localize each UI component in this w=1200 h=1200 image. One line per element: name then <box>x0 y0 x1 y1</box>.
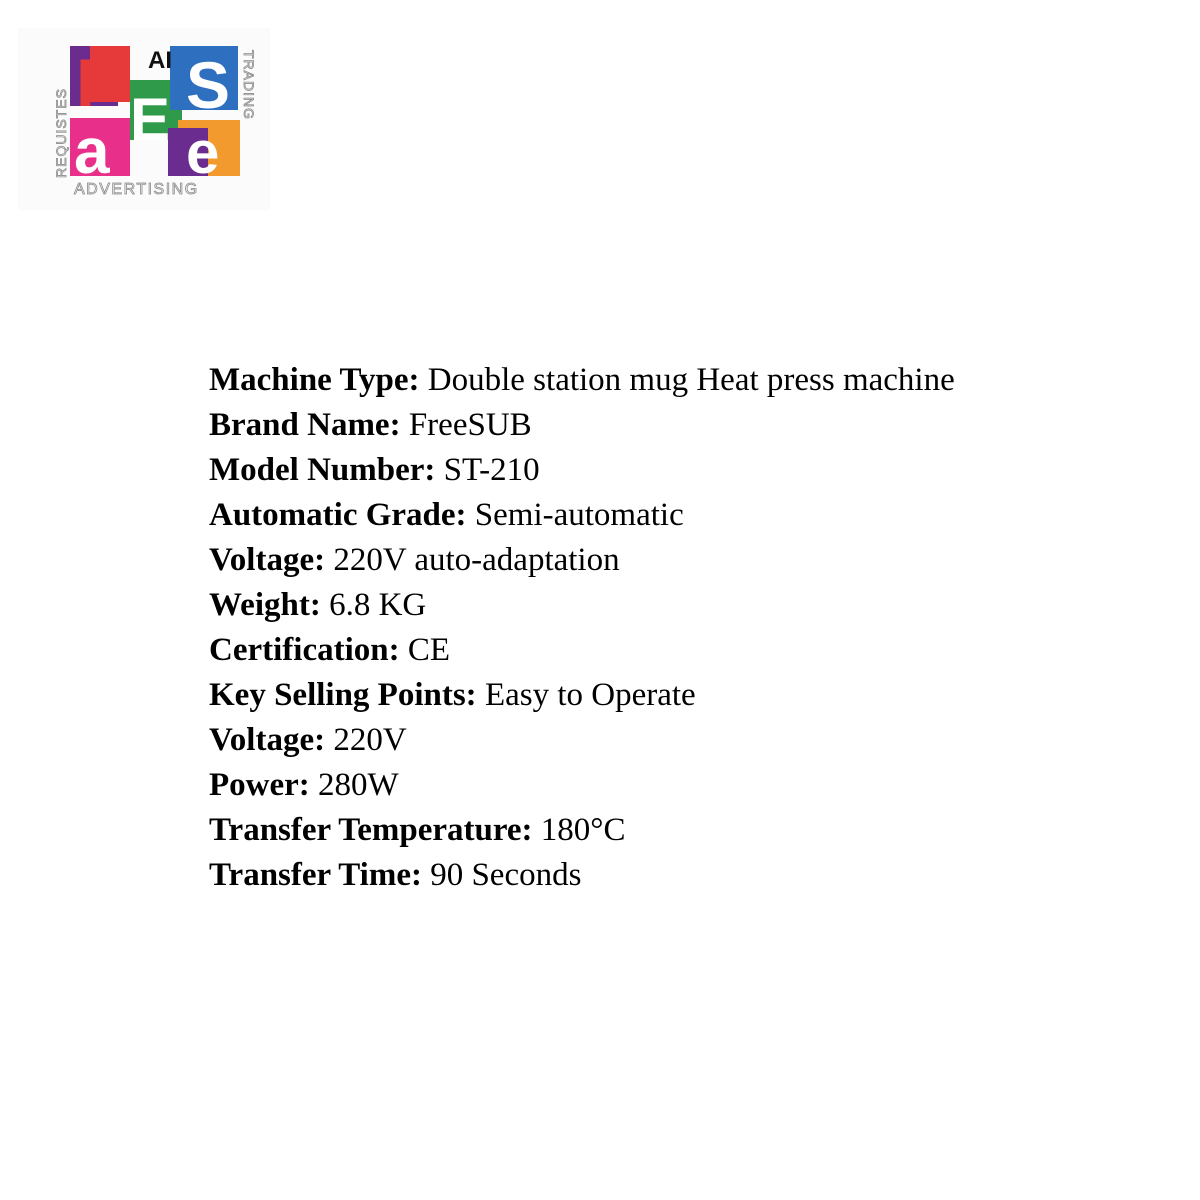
spec-label: Certification: <box>209 632 400 668</box>
spec-value: 180°C <box>532 812 626 848</box>
spec-row <box>209 403 1109 448</box>
spec-list <box>209 358 1109 898</box>
spec-value: CE <box>399 632 451 668</box>
brand-logo <box>18 28 270 210</box>
spec-row <box>209 853 1109 898</box>
spec-label: Model Number: <box>209 452 436 488</box>
logo-letter-a: a <box>74 115 110 187</box>
logo-graphic <box>18 28 270 210</box>
spec-row <box>209 808 1109 853</box>
logo-letter-f: F <box>76 45 118 121</box>
spec-label: Key Selling Points: <box>209 677 477 713</box>
spec-value: Double station mug Heat press machine <box>419 362 955 398</box>
spec-value: 220V auto-adaptation <box>325 542 620 578</box>
logo-letter-s: S <box>186 48 231 122</box>
spec-row <box>209 718 1109 763</box>
logo-word-requistes: REQUISTES <box>53 88 69 178</box>
spec-value: Semi-automatic <box>466 497 684 533</box>
spec-row <box>209 763 1109 808</box>
spec-row <box>209 493 1109 538</box>
logo-letter-e1: E <box>130 86 171 153</box>
spec-value: 6.8 KG <box>320 587 427 623</box>
spec-label: Automatic Grade: <box>209 497 467 533</box>
logo-letter-e2: e <box>186 119 220 186</box>
logo-word-advertising: ADVERTISING <box>74 181 199 198</box>
spec-label: Power: <box>209 767 310 803</box>
spec-label: Transfer Time: <box>209 857 422 893</box>
spec-value: 220V <box>325 722 407 758</box>
spec-label: Weight: <box>209 587 321 623</box>
spec-label: Machine Type: <box>209 362 420 398</box>
spec-row <box>209 358 1109 403</box>
logo-word-trading: TRADING <box>241 50 257 120</box>
spec-value: 280W <box>309 767 399 803</box>
spec-value: Easy to Operate <box>476 677 696 713</box>
logo-word-ai: AI <box>148 47 172 74</box>
spec-row <box>209 673 1109 718</box>
spec-value: 90 Seconds <box>421 857 582 893</box>
spec-row <box>209 538 1109 583</box>
spec-label: Transfer Temperature: <box>209 812 533 848</box>
spec-value: FreeSUB <box>400 407 532 443</box>
spec-label: Voltage: <box>209 542 326 578</box>
spec-label: Brand Name: <box>209 407 401 443</box>
spec-row <box>209 448 1109 493</box>
spec-row <box>209 628 1109 673</box>
spec-value: ST-210 <box>435 452 540 488</box>
spec-row <box>209 583 1109 628</box>
spec-label: Voltage: <box>209 722 326 758</box>
